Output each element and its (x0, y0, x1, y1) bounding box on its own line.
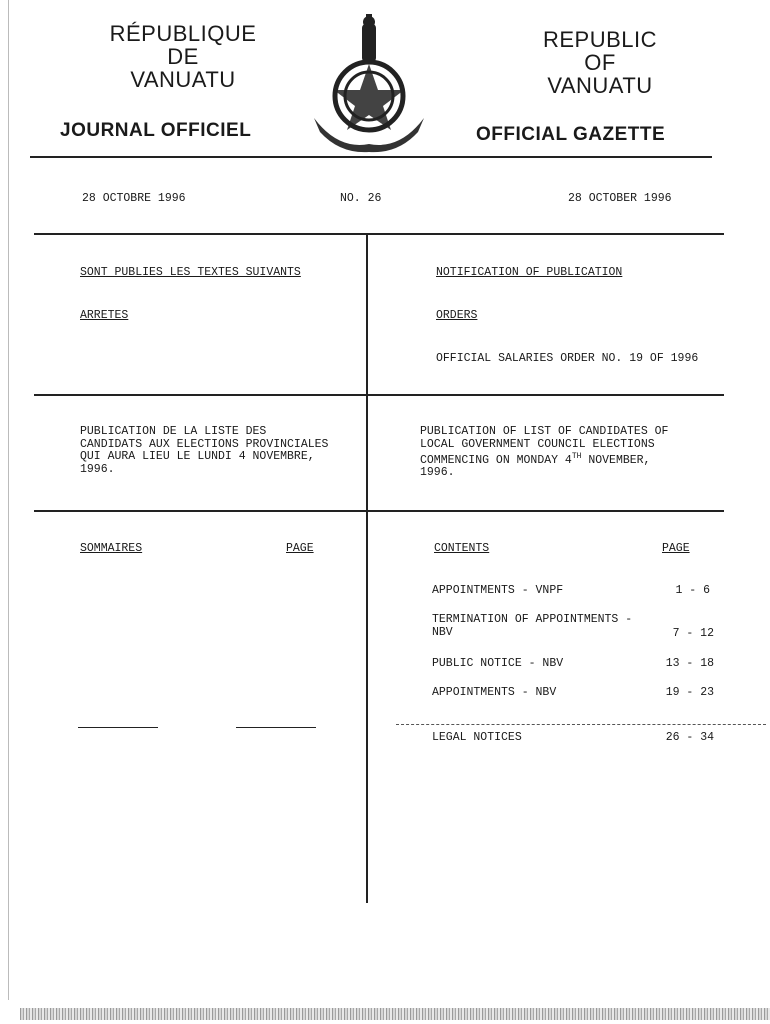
fr-published-heading: SONT PUBLIES LES TEXTES SUIVANTS (80, 266, 301, 279)
header-en-country (500, 28, 700, 97)
en-notification-heading: NOTIFICATION OF PUBLICATION (436, 266, 623, 279)
contents-item-title: APPOINTMENTS - VNPF (432, 584, 564, 597)
en-dotted-rule (396, 724, 766, 725)
rule-1 (34, 233, 724, 235)
header-rule (30, 156, 712, 158)
contents-item-pages: 7 - 12 (672, 627, 714, 640)
header-fr-line-3: VANUATU (130, 67, 236, 93)
en-candidates-superscript: TH (571, 452, 582, 461)
contents-item-title: TERMINATION OF APPOINTMENTS - NBV (432, 613, 633, 639)
column-divider (366, 233, 368, 903)
contents-item-title: APPOINTMENTS - NBV (432, 686, 557, 699)
header-en-line-1: REPUBLIC (542, 27, 658, 52)
header-en-line-3: VANUATU (547, 73, 653, 99)
fr-short-rule-right (236, 727, 316, 728)
contents-item-pages: 1 - 6 (675, 584, 710, 597)
header-fr-title: JOURNAL OFFICIEL (60, 120, 252, 141)
scan-edge-noise (20, 1008, 770, 1020)
fr-sommaires-heading: SOMMAIRES (80, 542, 143, 555)
rule-3 (34, 510, 724, 512)
header-fr-country (88, 22, 278, 91)
date-french: 28 OCTOBRE 1996 (82, 192, 186, 205)
en-order-item: OFFICIAL SALARIES ORDER NO. 19 OF 1996 (436, 352, 699, 365)
fr-short-rule-left (78, 727, 158, 728)
en-contents-heading: CONTENTS (434, 542, 490, 555)
en-candidates-notice (420, 426, 668, 480)
emblem-motto: Long God yumi stanap (343, 137, 395, 143)
vanuatu-coat-of-arms-emblem (308, 14, 430, 156)
issue-number: NO. 26 (340, 192, 382, 205)
date-english: 28 OCTOBER 1996 (568, 192, 672, 205)
header-fr-line-1: RÉPUBLIQUE (109, 21, 257, 46)
en-candidates-text-2: NOVEMBER, (581, 453, 651, 467)
header-en-line-2: OF (584, 50, 616, 76)
contents-item-title: LEGAL NOTICES (432, 731, 522, 744)
en-orders-heading: ORDERS (436, 309, 478, 322)
contents-item-title: PUBLIC NOTICE - NBV (432, 657, 564, 670)
scan-left-edge (8, 0, 9, 1000)
contents-item-pages: 19 - 23 (665, 686, 714, 699)
rule-2 (34, 394, 724, 396)
fr-page-heading: PAGE (286, 542, 314, 555)
contents-item-pages: 26 - 34 (665, 731, 714, 744)
header-fr-line-2: DE (167, 44, 199, 70)
en-page-heading: PAGE (662, 542, 690, 555)
en-candidates-text: PUBLICATION OF LIST OF CANDIDATES OF LOCAL GOVERNMENT COUNCIL ELECTIONS COMMENCING ON MONDAY 4 (420, 425, 669, 467)
en-candidates-year: 1996. (420, 466, 455, 480)
contents-item-pages: 13 - 18 (665, 657, 714, 670)
fr-arretes-heading: ARRETES (80, 309, 129, 322)
fr-candidates-notice: PUBLICATION DE LA LISTE DES CANDIDATS AUX ELECTIONS PROVINCIALES QUI AURA LIEU LE LUNDI 4 NOVEMBRE, 1996. (80, 425, 329, 476)
header-en-title: OFFICIAL GAZETTE (476, 124, 666, 145)
